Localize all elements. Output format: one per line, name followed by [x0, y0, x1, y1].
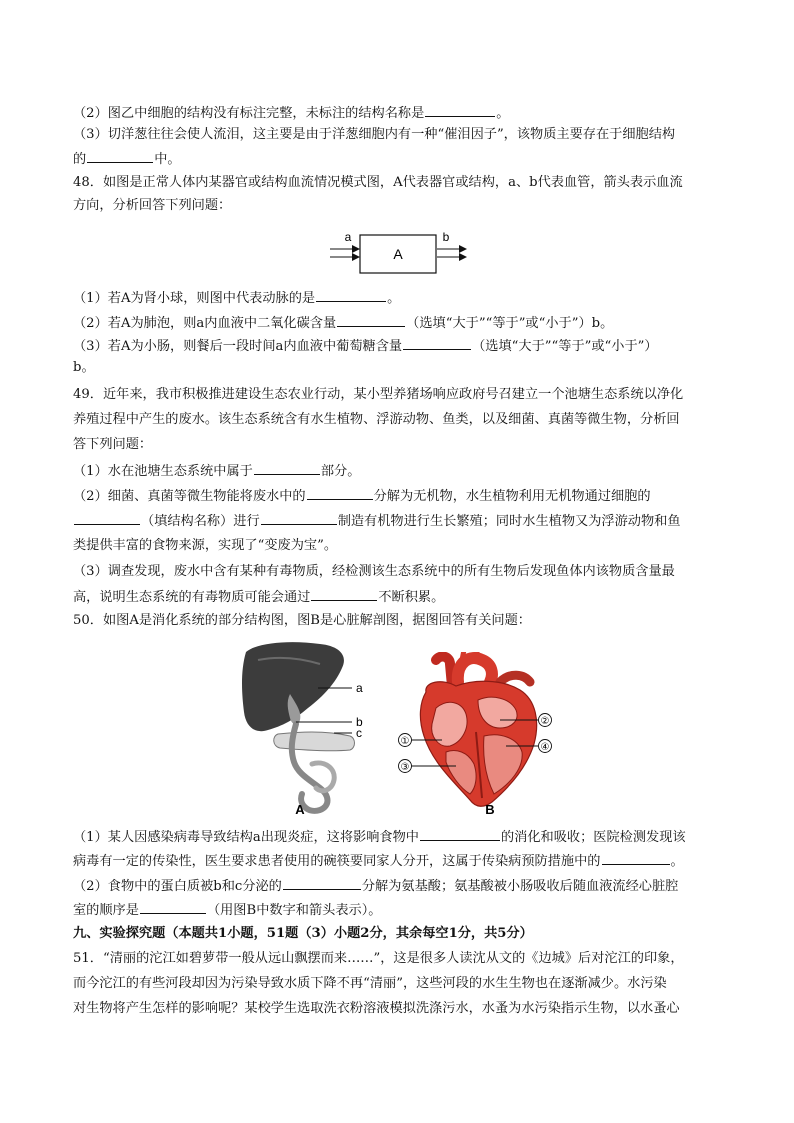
answer-blank[interactable]	[403, 335, 471, 350]
q49-stem-line2: 养殖过程中产生的废水。该生态系统含有水生植物、浮游动物、鱼类，以及细菌、真菌等微生物，分析回	[73, 412, 680, 427]
label-1: ①	[400, 736, 410, 747]
vessel-a-label: a	[344, 230, 352, 244]
answer-blank[interactable]	[254, 460, 320, 475]
answer-blank[interactable]	[307, 485, 373, 500]
q47-part2: （2）图乙中细胞的结构没有标注完整，未标注的结构名称是 。	[73, 102, 734, 124]
q49-part2-line2: （填结构名称）进行 制造有机物进行生长繁殖；同时水生植物又为浮游动物和鱼	[73, 510, 734, 532]
q49-part3-line1: （3）调查发现，废水中含有某种有毒物质，经检测该生态系统中的所有生物后发现鱼体内该物质含量最	[73, 564, 675, 579]
organ-label: A	[393, 246, 403, 262]
answer-blank[interactable]	[140, 899, 206, 914]
answer-blank[interactable]	[602, 850, 670, 865]
q50-part1-line1: （1）某人因感染病毒导致结构a出现炎症，这将影响食物中 的消化和吸收；医院检测发现该	[73, 826, 734, 848]
heart-anatomy-figure	[396, 652, 568, 818]
q49-part2-line3: 类提供丰富的食物来源，实现了“变废为宝”。	[73, 538, 338, 553]
q51-line3: 对生物将产生怎样的影响呢？某校学生选取洗衣粉溶液模拟洗涤污水，水蚤为水污染指示生物，以水蚤心	[73, 1001, 680, 1016]
blood-flow-diagram	[328, 226, 470, 278]
q50-stem: 50．如图A是消化系统的部分结构图，图B是心脏解剖图，据图回答有关问题：	[73, 613, 531, 628]
q50-part2-line1: （2）食物中的蛋白质被b和c分泌的 分解为氨基酸；氨基酸被小肠吸收后随血液流经心脏腔	[73, 875, 734, 897]
q49-part1: （1）水在池塘生态系统中属于 部分。	[73, 460, 734, 482]
label-b: b	[356, 715, 363, 729]
q49-stem-line1: 49．近年来，我市积极推进建设生态农业行动，某小型养猪场响应政府号召建立一个池塘生态系统以净化	[73, 387, 684, 402]
answer-blank[interactable]	[337, 312, 405, 327]
label-3: ③	[400, 762, 410, 773]
intestine-loop	[312, 763, 334, 791]
q50-part1-line2: 病毒有一定的传染性，医生要求患者使用的碗筷要同家人分开，这属于传染病预防措施中的 。	[73, 850, 734, 872]
pancreas-shape	[274, 732, 355, 751]
q48-part3-line1: （3）若A为小肠，则餐后一段时间a内血液中葡萄糖含量 （选填“大于”“等于”或“小于”）	[73, 335, 734, 357]
pulmonary-artery	[500, 675, 530, 682]
q47-part3-line1: （3）切洋葱往往会使人流泪，这主要是由于洋葱细胞内有一种“催泪因子”，该物质主要存在于细胞结构	[73, 127, 676, 142]
section-9-heading: 九、实验探究题（本题共1小题，51题（3）小题2分，其余每空1分，共5分）	[73, 926, 533, 941]
vessel-b-label: b	[442, 230, 450, 244]
answer-blank[interactable]	[316, 287, 386, 302]
q48-stem-line1: 48．如图是正常人体内某器官或结构血流情况模式图，A代表器官或结构，a、b代表血管，箭头表示血流	[73, 175, 683, 190]
figure-a-caption: A	[295, 802, 305, 817]
label-2: ②	[540, 716, 550, 727]
q51-line2: 而今沱江的有些河段却因为污染导致水质下降不再“清丽”，这些河段的水生生物也在逐渐减少。水污染	[73, 976, 667, 991]
answer-blank[interactable]	[311, 586, 377, 601]
q50-part2-line2: 室的顺序是 （用图B中数字和箭头表示）。	[73, 899, 734, 921]
q49-stem-line3: 答下列问题：	[73, 437, 153, 452]
label-c: c	[356, 726, 362, 740]
answer-blank[interactable]	[87, 148, 153, 163]
label-4: ④	[540, 742, 550, 753]
q49-part3-line2: 高，说明生态系统的有毒物质可能会通过 不断积累。	[73, 586, 734, 608]
q51-line1: 51．“清丽的沱江如碧萝带一般从远山飘摆而来……”，这是很多人读沈从文的《边城》后对沱江的印象，	[73, 951, 684, 966]
label-a: a	[356, 681, 363, 695]
q48-part3-line2: b。	[73, 360, 95, 375]
q48-part2: （2）若A为肺泡，则a内血液中二氧化碳含量 （选填“大于”“等于”或“小于”）b。	[73, 312, 734, 334]
answer-blank[interactable]	[425, 102, 495, 117]
digestive-system-figure	[238, 638, 380, 818]
answer-blank[interactable]	[283, 875, 361, 890]
figure-b-caption: B	[485, 802, 495, 817]
q47-part3-line2: 的 中。	[73, 148, 734, 170]
answer-blank[interactable]	[420, 826, 500, 841]
answer-blank[interactable]	[74, 510, 140, 525]
answer-blank[interactable]	[261, 510, 337, 525]
q48-part1: （1）若A为肾小球，则图中代表动脉的是 。	[73, 287, 734, 309]
q49-part2-line1: （2）细菌、真菌等微生物能将废水中的 分解为无机物，水生植物利用无机物通过细胞的	[73, 485, 734, 507]
q48-stem-line2: 方向，分析回答下列问题：	[73, 198, 232, 213]
